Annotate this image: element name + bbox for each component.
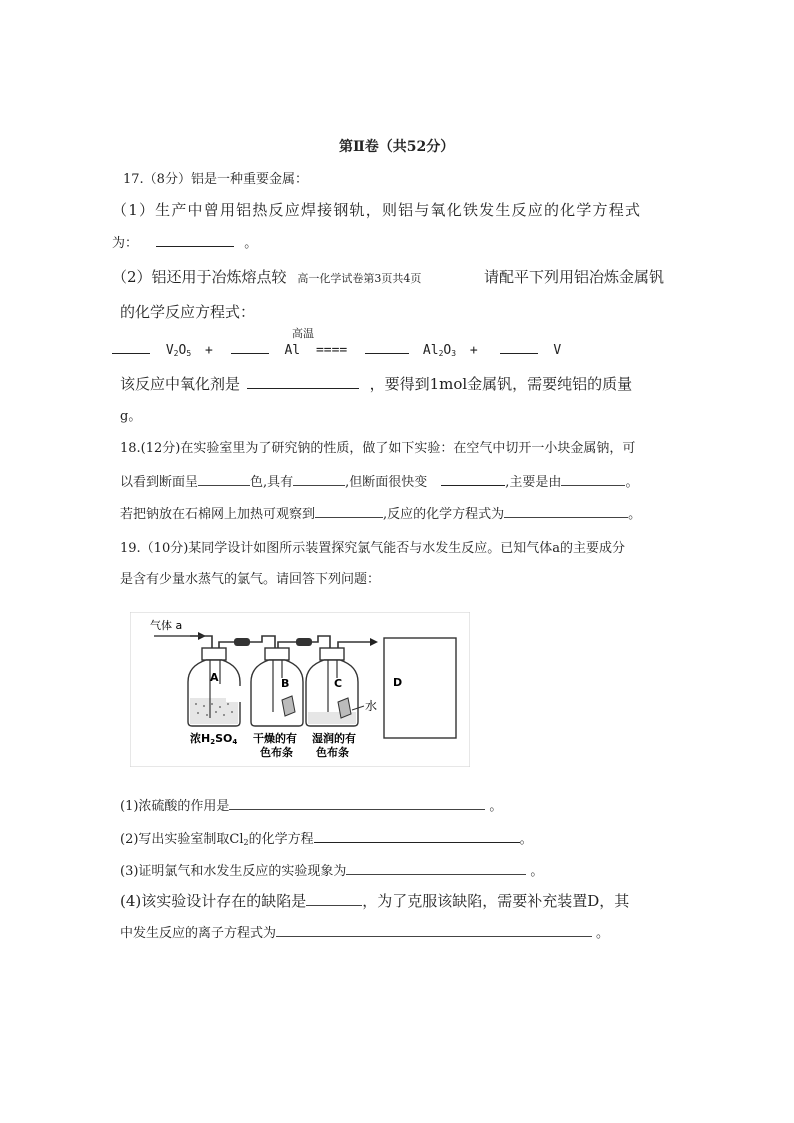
plus-sign: + — [204, 343, 213, 358]
gas-a-label: 气体 a — [150, 619, 183, 632]
svg-text:B: B — [281, 677, 290, 690]
svg-text:A: A — [210, 671, 219, 684]
coefficient-blank-al2o3[interactable] — [365, 339, 409, 354]
formula-al: Al — [284, 343, 301, 358]
svg-text:D: D — [393, 676, 403, 689]
q17-part1-line1: （1）生产中曾用铝热反应焊接钢轨，则铝与氧化铁发生反应的化学方程式 — [112, 201, 642, 219]
q18-line3: 若把钠放在石棉网上加热可观察到 ,反应的化学方程式为 。 — [120, 507, 642, 522]
q17-part2-line2: 的化学反应方程式： — [120, 303, 256, 321]
formula-al2o3: $Al_2O_3$ — [422, 343, 457, 358]
q17-part2-suffix: 请配平下列用铝冶炼金属钒 — [484, 268, 665, 286]
q19-sub2: (2)写出实验室制取$Cl_2$的化学方程 。 — [120, 828, 533, 847]
answer-blank-oxidant[interactable] — [247, 374, 359, 389]
q17-part2-line1 — [112, 266, 421, 287]
vanadium-equation — [112, 339, 561, 358]
q19-sub3: (3)证明氯气和水发生反应的实验现象为 。 — [120, 864, 544, 879]
q19-sub1: (1)浓硫酸的作用是 。 — [120, 799, 503, 814]
q17-part1-line2 — [112, 232, 257, 251]
rubber-connector — [234, 638, 250, 646]
dry-cloth-strip — [282, 696, 295, 716]
q17-part2-prefix: （2）铝还用于冶炼熔点较 — [112, 268, 287, 286]
label-wet-cloth-1: 湿润的有 — [312, 732, 356, 745]
plus-sign: + — [469, 343, 478, 358]
q17-part3-suffix: ，要得到1mol金属钒，需要纯铝的质量 — [369, 375, 633, 393]
reaction-condition: 高温 — [292, 327, 314, 340]
answer-blank-acid-role[interactable] — [229, 797, 485, 810]
page-footer-overlay: 高一化学试卷第3页共4页 — [297, 272, 422, 285]
answer-blank-equation[interactable] — [504, 505, 628, 518]
label-wet-cloth-2: 色布条 — [316, 746, 349, 759]
label-dry-cloth-2: 色布条 — [260, 746, 293, 759]
q17-part1-prefix: 为： — [112, 236, 139, 251]
q17-intro: 17.（8分）铝是一种重要金属： — [123, 172, 308, 187]
reaction-equals: ==== — [315, 343, 348, 358]
answer-blank-luster[interactable] — [293, 473, 345, 486]
label-conc-sulfuric: 浓H2SO4 — [190, 732, 238, 746]
q19-line1: 19.（10分)某同学设计如图所示装置探究氯气能否与水发生反应。已知气体a的主要成分 — [120, 541, 626, 556]
answer-blank-ionic-equation[interactable] — [276, 924, 592, 937]
q17-part3-unit: g。 — [120, 409, 142, 424]
q18-line2: 以看到断面呈 色,具有 ,但断面很快变 ,主要是由 。 — [120, 471, 638, 490]
answer-blank-observation[interactable] — [315, 505, 383, 518]
water-label: 水 — [365, 699, 378, 713]
coefficient-blank-v[interactable] — [500, 339, 538, 354]
q19-sub4-line1: (4)该实验设计存在的缺陷是 ，为了克服该缺陷，需要补充装置D，其 — [120, 892, 630, 910]
answer-blank-defect[interactable] — [306, 893, 362, 906]
formula-v: V — [553, 343, 562, 358]
apparatus-diagram — [130, 612, 470, 767]
answer-blank-change[interactable] — [441, 471, 505, 486]
answer-blank-cl2-equation[interactable] — [314, 828, 520, 843]
q17-part3-line1 — [120, 373, 632, 394]
wet-cloth-strip — [338, 698, 351, 718]
answer-blank-phenomenon[interactable] — [346, 862, 526, 875]
answer-blank[interactable] — [156, 232, 234, 247]
svg-text:C: C — [334, 677, 343, 690]
coefficient-blank-v2o5[interactable] — [112, 339, 150, 354]
coefficient-blank-al[interactable] — [231, 339, 269, 354]
answer-blank-reason[interactable] — [561, 473, 625, 486]
q19-line2: 是含有少量水蒸气的氯气。请回答下列问题： — [120, 572, 381, 587]
formula-v2o5: $V_2O_5$ — [165, 343, 192, 358]
q17-part1-suffix: 。 — [244, 236, 258, 251]
label-dry-cloth-1: 干燥的有 — [253, 732, 297, 745]
q18-line1: 18.(12分)在实验室里为了研究钠的性质，做了如下实验：在空气中切开一小块金属钠，可 — [120, 441, 636, 456]
q17-part3-prefix: 该反应中氧化剂是 — [120, 375, 241, 393]
section-title: 第Ⅱ卷（共52分） — [339, 139, 455, 155]
q19-sub4-line2: 中发生反应的离子方程式为 。 — [120, 926, 610, 941]
rubber-connector — [296, 638, 312, 646]
answer-blank-color[interactable] — [198, 473, 250, 486]
